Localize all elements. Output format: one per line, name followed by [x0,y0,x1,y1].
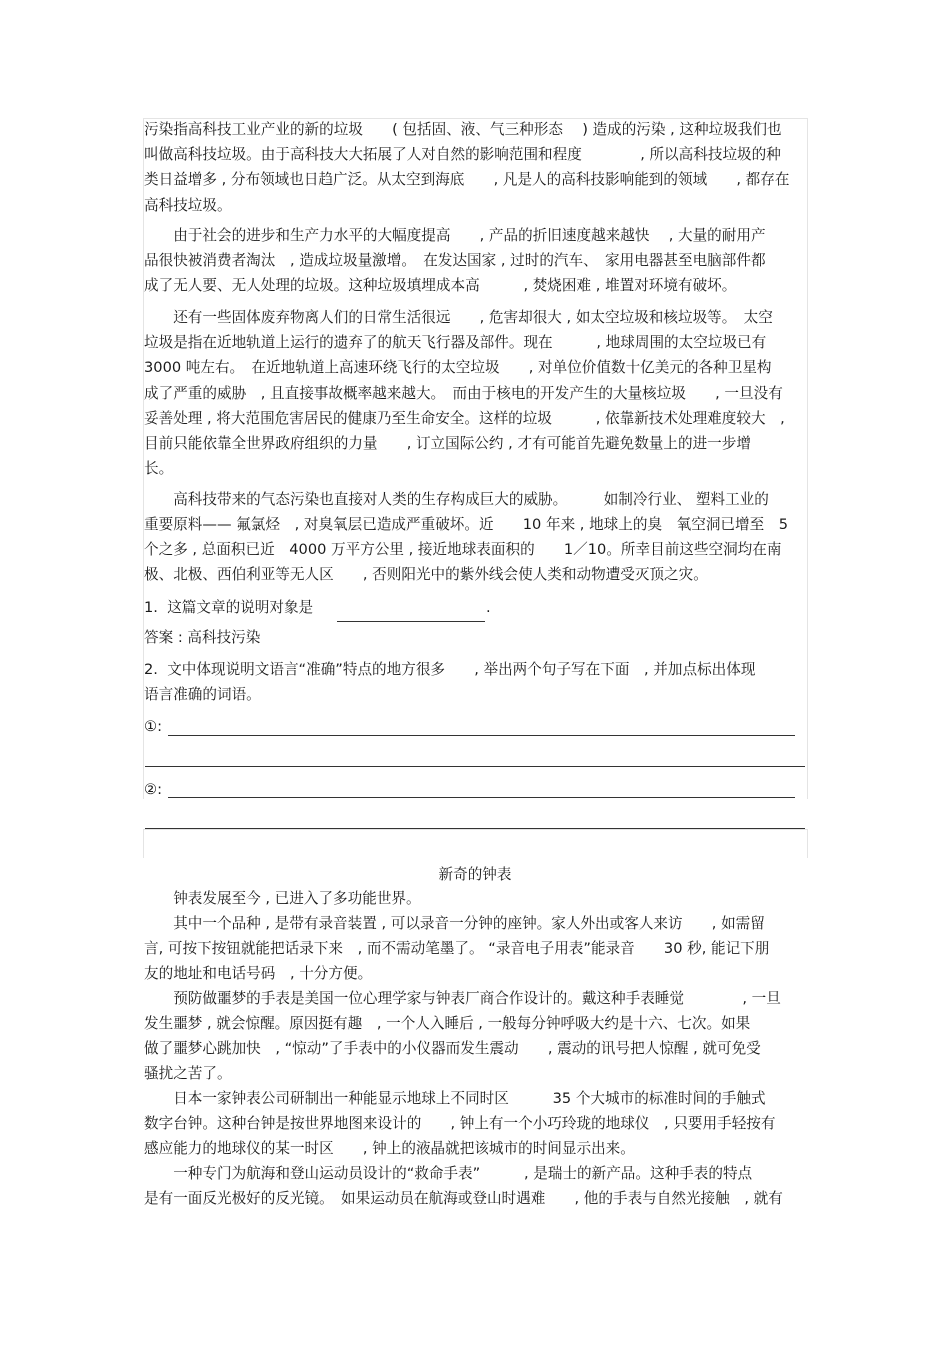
answer-line-1a[interactable] [168,735,795,736]
article1-line-8: 还有一些固体废弃物离人们的日常生活很远 , 危害却很大 , 如太空垃圾和核垃圾等。 太空 [144,309,773,326]
article1-line-10: 3000 吨左右。 在近地轨道上高速环绕飞行的太空垃圾 , 对单位价值数十亿美元的各种卫星构 [144,359,772,376]
article1-line-17: 个之多 , 总面积已近 4000 万平方公里 , 接近地球表面积的 1／10。所幸目前这些空洞均在南 [144,541,782,558]
article2-line-4: 友的地址和电话号码 , 十分方便。 [144,965,373,982]
article1-line-18: 极、北极、西伯利亚等无人区 , 否则阳光中的紫外线会使人类和动物遭受灭顶之灾。 [144,566,708,583]
article1-line-13: 目前只能依靠全世界政府组织的力量 , 订立国际公约 , 才有可能首先避免数量上的进一步增 [144,435,751,452]
article1-line-15: 高科技带来的气态污染也直接对人类的生存构成巨大的威胁。 如制冷行业、 塑料工业的 [144,491,769,508]
article1-line-4: 高科技垃圾。 [144,197,232,214]
article2-line-12: 一种专门为航海和登山运动员设计的“救命手表” , 是瑞士的新产品。这种手表的特点 [144,1165,753,1182]
question-2-line-1: 2. 文中体现说明文语言“准确”特点的地方很多 , 举出两个句子写在下面 , 并加点标出体现 [144,661,756,678]
answer-line-2b[interactable] [145,828,805,829]
article1-line-16: 重要原料—— 氟氯烃 , 对臭氧层已造成严重破坏。近 10 年来 , 地球上的臭 氧空洞已增至 5 [144,516,789,533]
article1-line-11: 成了严重的威胁 , 且直接事故概率越来越大。 而由于核电的开发产生的大量核垃圾 , 一旦没有 [144,385,783,402]
article1-line-9: 垃圾是指在近地轨道上运行的遗弃了的航天飞行器及部件。现在 , 地球周围的太空垃圾已有 [144,334,767,351]
article1-line-1: 污染指高科技工业产业的新的垃圾 ( 包括固、液、气三种形态 ) 造成的污染 , 这种垃圾我们也 [144,121,782,138]
article1-line-6: 品很快被消费者淘汰 , 造成垃圾量激增。 在发达国家 , 过时的汽车、 家用电器甚至电脑部件都 [144,252,766,269]
article2-line-13: 是有一面反光极好的反光镜。 如果运动员在航海或登山时遇难 , 他的手表与自然光接触 , 就有 [144,1190,783,1207]
article1-line-5: 由于社会的进步和生产力水平的大幅度提高 , 产品的折旧速度越来越快 , 大量的耐用产 [144,227,766,244]
article2-line-10: 数字台钟。这种台钟是按世界地图来设计的 , 钟上有一个小巧玲珑的地球仪 , 只要用手轻按有 [144,1115,776,1132]
article1-line-2: 叫做高科技垃圾。由于高科技大大拓展了人对自然的影响范围和程度 , 所以高科技垃圾的种 [144,146,781,163]
article2-line-11: 感应能力的地球仪的某一时区 , 钟上的液晶就把该城市的时间显示出来。 [144,1140,635,1157]
blank-label-1: ①: [144,718,162,735]
article1-line-14: 长。 [144,460,174,477]
blank-label-2: ②: [144,781,162,798]
question-1-period: . [486,599,491,616]
article2-line-3: 言, 可按下按钮就能把话录下来 , 而不需动笔墨了。 “录音电子用表”能录音 30 秒, 能记下朋 [144,940,770,957]
article2-title: 新奇的钟表 [438,866,512,883]
article2-line-2: 其中一个品种 , 是带有录音装置 , 可以录音一分钟的座钟。家人外出或客人来访 , 如需留 [144,915,765,932]
article2-line-9: 日本一家钟表公司研制出一种能显示地球上不同时区 35 个大城市的标准时间的手触式 [144,1090,766,1107]
article2-line-8: 骚扰之苦了。 [144,1065,232,1082]
article1-line-12: 妥善处理 , 将大范围危害居民的健康乃至生命安全。这样的垃圾 , 依靠新技术处理难度较大 , [144,410,785,427]
article2-line-1: 钟表发展至今 , 已进入了多功能世界。 [144,890,421,907]
article1-line-3: 类日益增多 , 分布领域也日趋广泛。从太空到海底 , 凡是人的高科技影响能到的领域 , 都存在 [144,171,790,188]
answer-blank-1[interactable] [337,621,485,622]
article1-line-7: 成了无人要、无人处理的垃圾。这种垃圾填埋成本高 , 焚烧困难 , 堆置对环境有破坏。 [144,277,737,294]
article2-line-7: 做了噩梦心跳加快 , “惊动”了手表中的小仪器而发生震动 , 震动的讯号把人惊醒 , 就可免受 [144,1040,761,1057]
answer-line-2a[interactable] [168,797,795,798]
question-2-line-2: 语言准确的词语。 [144,686,261,703]
section-gap-frame [143,829,808,858]
answer-1: 答案 : 高科技污染 [144,629,261,646]
answer-line-1b[interactable] [145,766,805,767]
article2-line-6: 发生噩梦 , 就会惊醒。原因挺有趣 , 一个人入睡后 , 一般每分钟呼吸大约是十六、七次。如果 [144,1015,751,1032]
question-1: 1. 这篇文章的说明对象是 [144,599,314,616]
article2-line-5: 预防做噩梦的手表是美国一位心理学家与钟表厂商合作设计的。戴这种手表睡觉 , 一旦 [144,990,781,1007]
